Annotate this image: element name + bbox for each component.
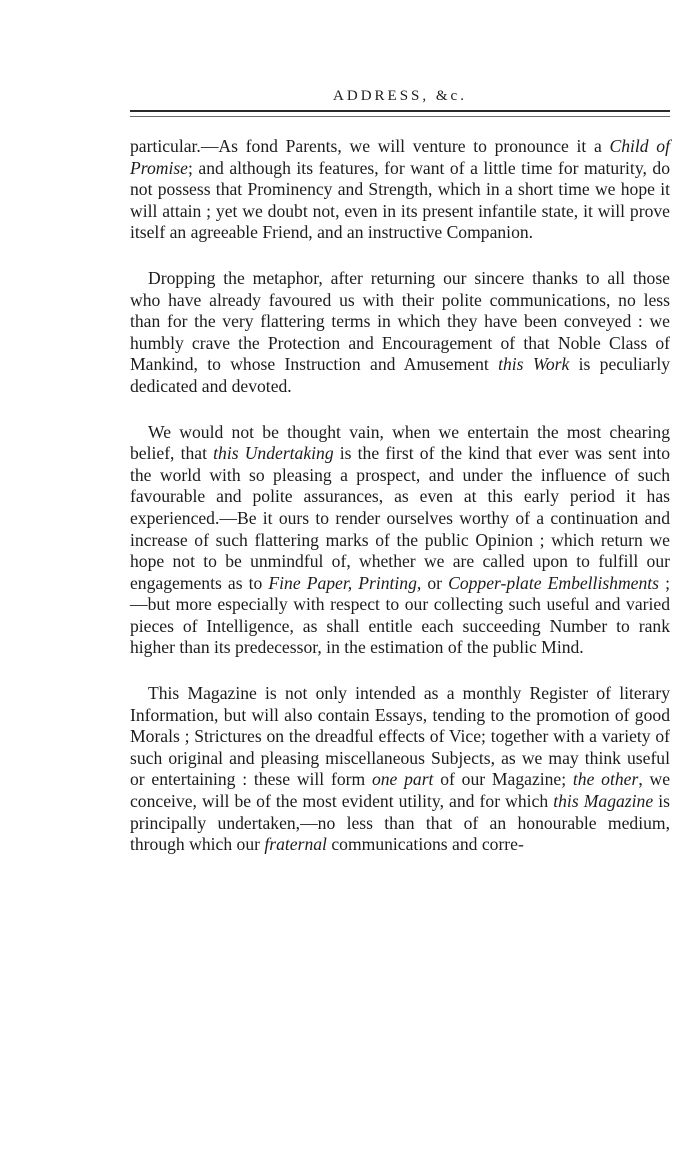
header-rule-thin: [130, 116, 670, 117]
italic-phrase: this Undertaking: [213, 443, 334, 464]
header-rule-thick: [130, 110, 670, 112]
text-run: This Magazine is not only intended as a monthly Register of literary Information, but will also contain Essays, tending to the promotion of good Morals ; Strictures on the dreadful effects of Vice; together with a variety of such original and pleasing miscellaneous Subjects, as we may think useful or entertaining : these will form: [130, 683, 670, 790]
body-text: [130, 136, 670, 856]
paragraph-1: [130, 136, 670, 244]
text-run: Dropping the metaphor, after returning our sincere thanks to all those who have already favoured us with their polite communications, no less than for the very flattering terms in which they have been conveyed : we humbly crave the Protection and Encouragement of that Noble Class of Mankind, to whose Instruction and Amusement: [130, 267, 670, 375]
paragraph-4: [130, 683, 670, 856]
italic-phrase: this Magazine: [553, 791, 654, 812]
text-run: We would not be thought vain, when we entertain the most chearing belief, that: [130, 421, 670, 464]
text-run: ;—but more especially with respect to our collecting such useful and varied pieces of Intelligence, as shall entitle each succeeding Number to rank higher than its predecessor, in the estimation of the public Mind.: [130, 572, 670, 658]
paragraph-3: [130, 422, 670, 660]
running-header: ADDRESS, &c.: [333, 88, 467, 104]
text-run: is peculiarly dedicated and devoted.: [130, 354, 671, 396]
italic-phrase: Copper-plate Embellishments: [448, 572, 660, 593]
text-run: of our Magazine;: [433, 769, 573, 790]
text-run: , we conceive, will be of the most evident utility, and for which: [130, 769, 670, 812]
text-run: ; and although its features, for want of a little time for maturity, do not possess that Prominency and Strength, which in a short time we hope it will attain ; yet we doubt not, even in its present infantile state, it will prove itself an agreeable Friend, and an instructive Companion.: [130, 157, 670, 243]
paragraph-2: [130, 268, 670, 398]
italic-phrase: one part: [371, 769, 434, 790]
text-run: is principally undertaken,—no less than that of an honourable medium, through which our: [130, 791, 670, 855]
italic-phrase: this Work: [498, 354, 570, 375]
italic-phrase: the other: [572, 769, 639, 790]
italic-phrase: Fine Paper, Printing,: [268, 572, 422, 593]
text-run: or: [421, 572, 449, 593]
text-run: is the first of the kind that ever was sent into the world with so pleasing a prospect, and under the influence of such favourable and polite assurances, as even at this early period it has experienced.—Be it ours to render ourselves worthy of a continuation and increase of such flattering marks of the public Opinion ; which return we hope not to be unmindful of, whether we are called upon to fulfill our engagements as to: [130, 443, 670, 593]
text-run: particular.—As fond Parents, we will venture to pronounce it a: [130, 136, 610, 156]
italic-phrase: Child of Promise: [130, 136, 670, 178]
text-run: communications and corre-: [326, 834, 524, 855]
italic-phrase: fraternal: [264, 834, 327, 855]
